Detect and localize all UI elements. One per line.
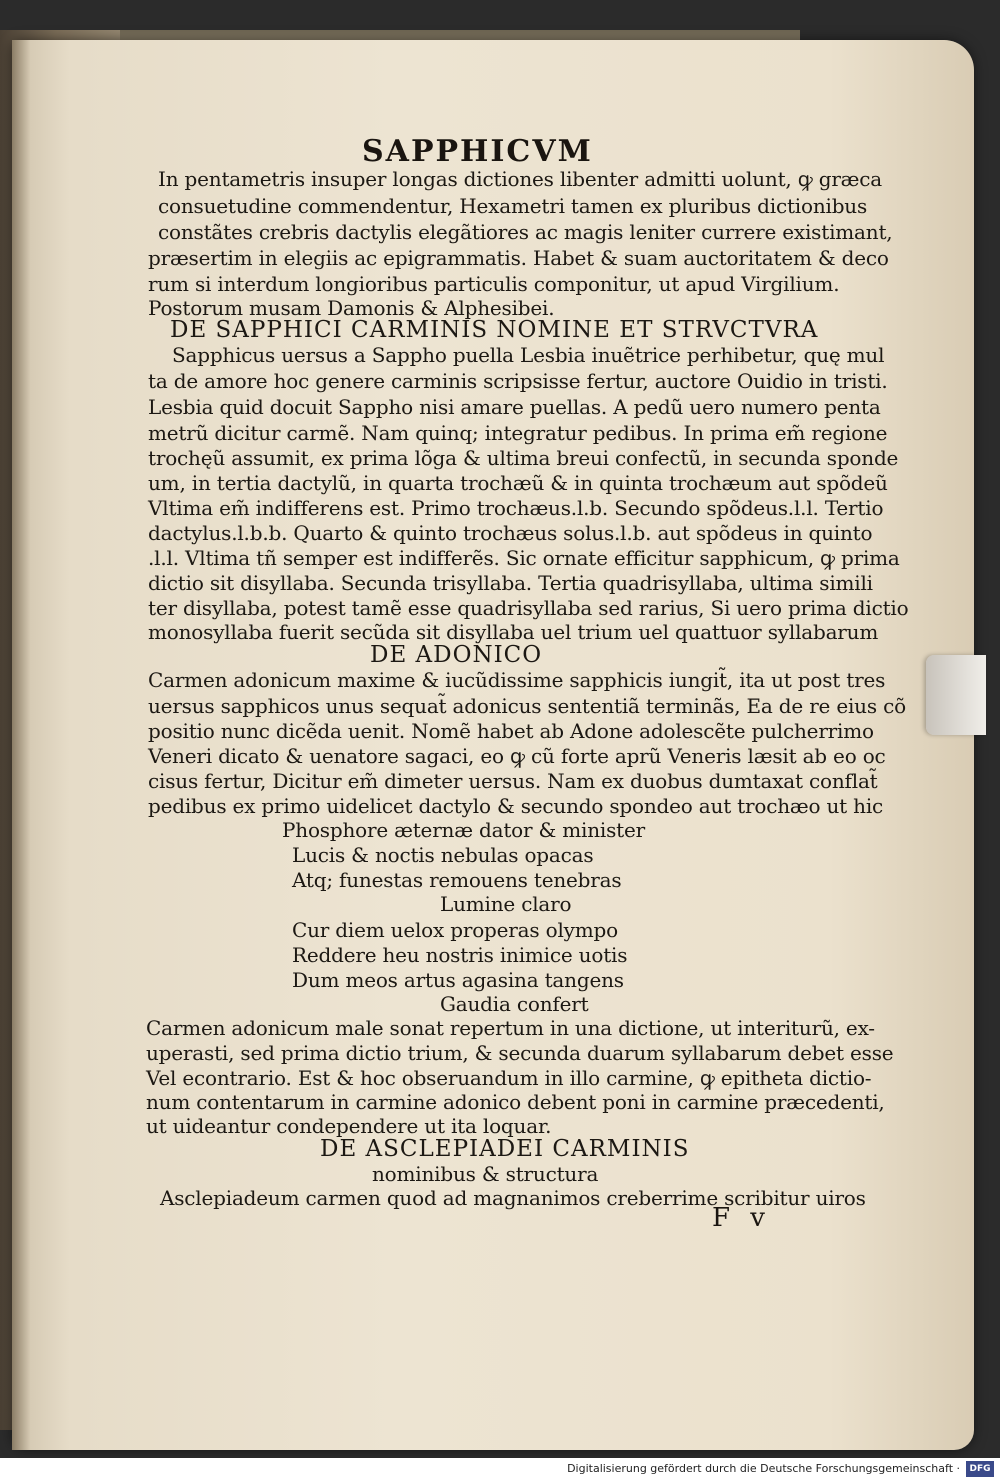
poem-line: Cur diem uelox properas olympo <box>292 918 618 942</box>
text-line: cisus fertur, Dicitur em̃ dimeter uersus. Nam ex duobus dumtaxat conflat̃ <box>148 769 878 793</box>
poem-line: Dum meos artus agasina tangens <box>292 968 624 992</box>
signature-mark: F v <box>712 1203 771 1233</box>
footer-bar <box>0 1458 1000 1482</box>
text-line: ta de amore hoc genere carminis scripsisse fertur, auctore Ouidio in tristi. <box>148 369 888 393</box>
text-line: Veneri dicato & uenatore sagaci, eo ꝙ cũ forte aprũ Veneris læsit ab eo oc <box>148 744 886 768</box>
text-line: ut uideantur condependere ut ita loquar. <box>146 1114 552 1138</box>
text-line: Vltima em̃ indifferens est. Primo trochæus.l.b. Secundo spõdeus.l.l. Tertio <box>148 496 884 520</box>
text-line: Vel econtrario. Est & hoc obseruandum in illo carmine, ꝙ epitheta dictio- <box>146 1066 872 1090</box>
poem-line: Lumine claro <box>440 892 572 916</box>
text-line: monosyllaba fuerit secũda sit disyllaba uel trium uel quattuor syllabarum <box>148 620 879 644</box>
footer-credit: Digitalisierung gefördert durch die Deutsche Forschungsgemeinschaft · <box>567 1462 960 1475</box>
text-line: In pentametris insuper longas dictiones libenter admitti uolunt, ꝙ græca <box>158 167 883 191</box>
section-subheading-asclepiad: nominibus & structura <box>372 1162 599 1186</box>
text-line: Carmen adonicum male sonat repertum in una dictione, ut interiturũ, ex- <box>146 1016 875 1040</box>
text-line: uersus sapphicos unus sequat̃ adonicus sententiã terminãs, Ea de re eius cõ <box>148 694 906 718</box>
text-line: constãtes crebris dactylis elegãtiores ac magis leniter currere existimant, <box>158 220 893 244</box>
text-line: ter disyllaba, potest tamẽ esse quadrisyllaba sed rarius, Si uero prima dictio <box>148 596 909 620</box>
section-heading-asclepiad: DE ASCLEPIADEI CARMINIS <box>320 1136 690 1162</box>
page-gutter <box>12 40 30 1450</box>
page-title: SAPPHICVM <box>362 134 593 169</box>
poem-line: Reddere heu nostris inimice uotis <box>292 943 628 967</box>
poem-line: Lucis & noctis nebulas opacas <box>292 843 594 867</box>
text-line: rum si interdum longioribus particulis componitur, ut apud Virgilium. <box>148 272 840 296</box>
text-line: dactylus.l.b.b. Quarto & quinto trochæus solus.l.b. aut spõdeus in quinto <box>148 521 873 545</box>
text-line: um, in tertia dactylũ, in quarta trochæũ & in quinta trochæum aut spõdeũ <box>148 471 888 495</box>
text-line: Sapphicus uersus a Sappho puella Lesbia inuẽtrice perhibetur, quę mul <box>172 343 885 367</box>
text-line: Postorum musam Damonis & Alphesibei. <box>148 296 555 320</box>
poem-line: Atq; funestas remouens tenebras <box>292 868 622 892</box>
poem-line: Phosphore æternæ dator & minister <box>282 818 646 842</box>
poem-line: Gaudia confert <box>440 992 589 1016</box>
page-clip <box>926 655 986 735</box>
text-line: Asclepiadeum carmen quod ad magnanimos creberrime scribitur uiros <box>160 1186 866 1210</box>
text-line: metrũ dicitur carmẽ. Nam quinq; integratur pedibus. In prima em̃ regione <box>148 421 888 445</box>
text-line: num contentarum in carmine adonico debent poni in carmine præcedenti, <box>146 1090 885 1114</box>
text-line: Lesbia quid docuit Sappho nisi amare puellas. A pedũ uero numero penta <box>148 395 881 419</box>
text-line: .l.l. Vltima tñ semper est indifferẽs. Sic ornate efficitur sapphicum, ꝙ prima <box>148 546 900 570</box>
text-line: uperasti, sed prima dictio trium, & secunda duarum syllabarum debet esse <box>146 1041 894 1065</box>
text-line: præsertim in elegiis ac epigrammatis. Habet & suam auctoritatem & deco <box>148 246 889 270</box>
text-line: consuetudine commendentur, Hexametri tamen ex pluribus dictionibus <box>158 194 868 218</box>
text-line: positio nunc dicẽda uenit. Nomẽ habet ab Adone adolescẽte pulcherrimo <box>148 719 874 743</box>
text-line: trochęũ assumit, ex prima lõga & ultima breui confectũ, in secunda sponde <box>148 446 899 470</box>
text-line: pedibus ex primo uidelicet dactylo & secundo spondeo aut trochæo ut hic <box>148 794 884 818</box>
section-heading-sapphic: DE SAPPHICI CARMINIS NOMINE ET STRVCTVRA <box>170 317 819 343</box>
section-heading-adonic: DE ADONICO <box>370 642 543 668</box>
text-line: dictio sit disyllaba. Secunda trisyllaba. Tertia quadrisyllaba, ultima simili <box>148 571 873 595</box>
text-line: Carmen adonicum maxime & iucũdissime sapphicis iungit̃, ita ut post tres <box>148 668 886 692</box>
dfg-logo: DFG <box>966 1461 994 1477</box>
